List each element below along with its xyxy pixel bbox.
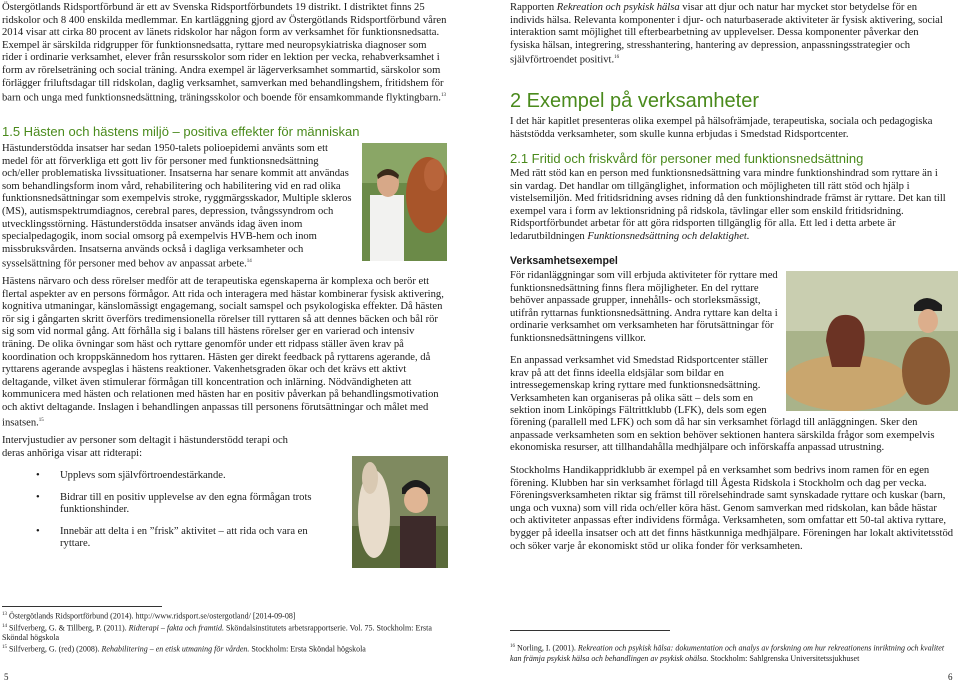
left-intro-paragraph (2, 2, 448, 105)
right-intro-paragraph (510, 2, 950, 68)
results-bullet-list (32, 470, 332, 560)
footnote-16 (510, 642, 950, 664)
chapter-2-paragraph: I det här kapitlet presenteras olika exempel på hälsofrämjade, terapeutiska, sociala och pedagogiska häststödda verksamheter, som skulle kunna erbjudas i Smedstad Ridsportcenter. (510, 116, 933, 140)
chapter-heading-2: 2 Exempel på verksamheter (510, 90, 760, 112)
section-heading-2-1: 2.1 Fritid och friskvård för personer med funktionsnedsättning (510, 151, 864, 166)
footnote-15 (2, 643, 448, 655)
footnote-13 (2, 610, 448, 622)
left-intro-text: Östergötlands Ridsportförbund är ett av Svenska Ridsportförbundets 19 distrikt. I distriktet finns 25 ridskolor och 8 400 enskilda medlemmar. En kartläggning gjord av Östergötlands Ridsportförbund våren 2014 visar att cirka 80 procent av länets ridskolor har någon form av verksamhet för funktionsnedsatta. Exempel är särskilda ridgrupper för funktionsnedsatta, ryttare med neuropsykiatriska diagnoser som rider i ordinarie verksamhet, elever från resursskolor som rider en lektion per vecka, rehabverksamhet i form av rörelseträning och social träning. Andra exempel är lägerverksamhet sommartid, särskolor som förlägger friluftsdagar till ridskolan, daglig verksamhet, samverkan med behandlingshem, fritidshem för barn och unga med funktionsnedsättning, träningsskolor och boende för ensamkommande flyktingbarn. (2, 2, 447, 104)
left-paragraph-2-text: Hästens närvaro och dess rörelser medför att de terapeutiska egenskaperna är komplexa och berör ett flertal aspekter av en persons förmågor. Att rida och interagera med hästar kombinerar fysisk aktivering, kognitiva utmaningar, känslomässigt engagemang, socialt samspel och psykologiska effekter. Då hästen rör sig i gångarten skritt överförs tredimensionella rörelser till ryttaren så att dennes bäcken och bål rör sig som vid normal gång. Att förhålla sig i balans till hästens rörelser ger en varierad och intensiv träning. De olika övningar som häst och ryttare genomför under ett ridpass ställer även krav på koordination och kroppskännedom hos ryttaren. Hästen ger direkt feedback på ryttarens agerande, då ryttarens agerande avspeglas i hästens reaktioner. Vakenhetsgraden ökar och det krävs ett aktivt deltagande, vilket även stimulerar förmågan till koncentration och inlärning. Nödvändigheten att kommunicera med hästen och relationen med hästen har en positiv påverkan på behandlingsmotivation och aktivt deltagande. Inslagen i behandlingen anpassas till personens förutsättningar och målet med insatsen. (2, 276, 444, 429)
example-heading: Verksamhetsexempel (510, 255, 618, 267)
footnote-16-text: Norling, I. (2001). (517, 643, 578, 653)
left-footnotes (2, 610, 448, 655)
footnote-divider (2, 606, 162, 607)
man-horse-image (362, 143, 447, 261)
example-paragraph-1: För ridanläggningar som vill erbjuda aktiviteter för ryttare med funktionsnedsättning finns flera möjligheter. En del ryttare behöver anpassade grupper, innehålls- och storleksmässigt, utifrån ryttarnas funktionsnedsättning. Andra ryttare kan delta i ordinarie verksamhet om verksamheten har förutsättningar för funktionsnedsättningens villkor. (510, 270, 778, 344)
footnote-16-title: Rekreation och psykisk hälsa: dokumentation och analys av forskning om hur rekreationens inriktning och kvalitet kan främja psykisk hälsa och behandlingen av psykisk ohälsa. (510, 643, 945, 663)
report-title: Rekreation och psykisk hälsa (556, 2, 680, 13)
bullet-item: • Innebär att delta i en ”frisk” aktivitet – att rida och vara en ryttare. (32, 526, 332, 551)
footnote-15-publisher: Stockholm: Ersta Sköndal högskola (249, 644, 366, 654)
footnote-14-text: Silfverberg, G. & Tillberg, P. (2011). (9, 623, 129, 633)
section-1-5-paragraph (2, 143, 354, 271)
footnote-15-text: Silfverberg, G. (red) (2008). (9, 644, 102, 654)
footnote-ref-16: 16 (614, 55, 620, 61)
rider-horse-image (352, 456, 448, 568)
left-paragraph-2 (2, 276, 448, 430)
example-paragraph-2-end: förening (parallell med LFK) och som då har sin verksamhet förlagd till anläggningen. Sker den anpassade verksamheten som en sektion behöver sektionen hantera särskilda frågor som exempelvis ekonomiska resurser, att tillhandahålla medhjälpare och införskaffa anpassad utrustning. (510, 417, 935, 454)
footnote-ref-15: 15 (38, 417, 44, 423)
section-2-1-text: Med rätt stöd kan en person med funktionsnedsättning vara mindre funktionshindrad som ryttare än i sin vardag. Det handlar om tillgänglighet, information och möjligheten till rätt stöd och hjälp i vistelsemiljön. Med fritidsridning avses ridning då den funktionshindrade främst är ryttare. Det kan till exempel vara i form av lektionsridning på ridskola, tävlingar eller som enskild fritidsridning. Ridsportförbundet arbetar för att göra ridsporten tillgänglig för alla. Ett led i detta arbete är ledarutbildningen (510, 168, 946, 242)
footnote-15-number: 15 (2, 645, 7, 651)
footnote-13-text: Östergötlands Ridsportförbund (2014). http://www.ridsport.se/ostergotland/ [2014-09-08] (9, 611, 296, 621)
right-footnotes (510, 642, 950, 664)
footnote-15-title: Rehabilitering – en etisk utmaning för vården. (101, 644, 250, 654)
right-intro-start: Rapporten (510, 2, 557, 13)
page-number-left: 5 (4, 672, 9, 682)
footnote-13-number: 13 (2, 612, 7, 617)
section-heading-1-5: 1.5 Hästen och hästens miljö – positiva effekter för människan (2, 124, 360, 139)
page-number-right: 6 (948, 672, 953, 682)
footnote-14-number: 14 (2, 623, 7, 629)
example-paragraph-3: Stockholms Handikappridklubb är exempel på en verksamhet som bedrivs inom ramen för en egen förening. Klubben har sin verksamhet förlagd till Ågesta Ridskola i Stockholm och dag per vecka. Föreningsverksamheten riktar sig främst till rörelsehindrade samt synskadade ryttare och kuskar (barn, unga och vuxna) som vill rida och/eller köra häst. Genom samverkan med ridskolan, kan både hästar och aktiviteter anpassas efter individens förmåga. Verksamheten, som omfattar ett 50-tal aktiva ryttare, bygger på ideella insatser och att det finns hästkunniga medhjälpare. Föreningen har lokalt aktivitetsstöd och söker varje år ekonomiskt stöd ur olika fonder för verksamheten. (510, 465, 954, 552)
leader-training-title: Funktionsnedsättning och delaktighet. (587, 230, 750, 242)
photo-rider-with-horse (352, 456, 448, 568)
footnote-ref-14: 14 (246, 259, 252, 265)
bullet-item: • Upplevs som självförtroendestärkande. (32, 470, 332, 483)
section-2-1-paragraph (510, 168, 950, 244)
right-intro-rest: visar att djur och natur har mycket stor betydelse för en individs hälsa. Relevanta komponenter i djur- och naturbaserade aktiviteter är fysisk aktivering, social interaktion samt möjlighet till efterbearbetning av upplevelser. Dessa komponenter påverkar den fysiska hälsan, integrering, stresshantering, hantering av depression, anpassningsstrategier och självförtroendet positivt. (510, 2, 943, 66)
bullet-item: • Bidrar till en positiv upplevelse av den egna förmågan trots funktionshinder. (32, 492, 332, 517)
example-paragraph-2-start: En anpassad verksamhet vid Smedstad Ridsportcenter ställer krav på att det finns ideella eldsjälar som bildar en intressegemenskap kring ryttare med funktionsnedsättning. Verksamheten kan organiseras på olika sätt – dels som en sektion inom Linköpings Fältrittklubb (LFK), dels som egen (510, 355, 768, 417)
photo-man-with-horse (362, 143, 447, 261)
footnote-14-publisher: Sköndalsinstitutets arbetsrapportserie. Vol. 75. Stockholm: Ersta Sköndal högskola (2, 623, 432, 643)
footnote-16-number: 16 (510, 644, 515, 649)
footnote-16-publisher: Stockholm: Sahlgrenska Universitetssjukhuset (708, 653, 860, 663)
interview-intro: Intervjustudier av personer som deltagit i hästunderstödd terapi och deras anhöriga visar att ridterapi: (2, 435, 288, 459)
footnote-divider-right (510, 630, 670, 631)
section-1-5-text: Hästunderstödda insatser har sedan 1950-talets polioepidemi använts som ett medel för att förverkliga ett gott liv för personer med funktionsnedsättning och/eller problematiska livssituationer. Insatserna har senare kommit att användas som behandlingsform inom vård, rehabilitering och habilitering vid en rad olika funktionsnedsättningar som exempelvis stroke, ryggmärgsskador, Multiple skleros (MS), autismspektrumdiagnos, cerebral pares, depression, tvångssyndrom och utvecklingsstörning. Hästunderstödda insatser används idag även inom specialpedagogik, inom social omsorg på exempelvis HVB-hem och inom missbruksvården. Insatserna används också i dagliga verksamheter och sysselsättning för personer med behov av anpassat arbete. (2, 143, 352, 270)
photo-girl-riding (786, 271, 958, 411)
footnote-ref-13: 13 (440, 93, 446, 99)
girl-riding-image (786, 271, 958, 411)
right-page (480, 0, 960, 684)
footnote-14 (2, 622, 448, 644)
footnote-14-title: Ridterapi – fakta och framtid. (128, 623, 224, 633)
